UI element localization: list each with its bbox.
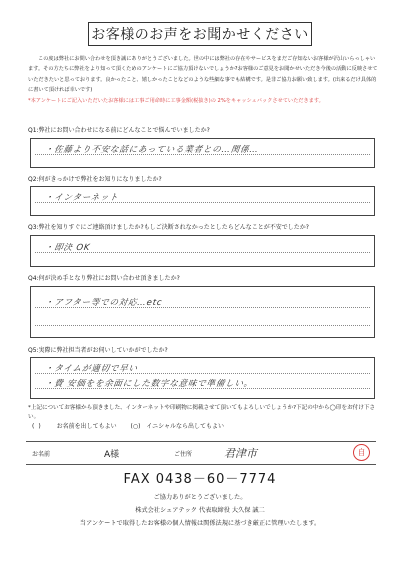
customer-info-row	[26, 441, 376, 465]
answer-line	[35, 325, 370, 326]
consent-option-initial-mark[interactable]: (○)	[130, 423, 141, 430]
answer-line	[35, 154, 370, 155]
survey-title: お客様のお声をお聞かせください	[88, 22, 312, 46]
answer-4-text: ・アフター等での対応…etc	[44, 298, 163, 308]
company-signature: 株式会社シェアテック 代表取締役 大久保 誠二	[135, 507, 265, 514]
fax-number: FAX 0438－60－7774	[123, 472, 277, 487]
answer-line	[35, 202, 370, 203]
thanks-text: ご協力ありがとうございました。	[153, 494, 247, 501]
answer-1-text: ・佐藤より不安な話にあっている業者との…関係…	[44, 145, 260, 155]
address-label: ご住所	[174, 451, 193, 458]
consent-option-initial-label: イニシャルなら出してもよい	[146, 423, 225, 430]
name-label: お名前	[32, 451, 51, 458]
answer-line	[35, 252, 370, 253]
address-value[interactable]: 君津市	[224, 447, 257, 460]
answer-2-text: ・インターネット	[44, 193, 120, 203]
answer-5-text-line1: ・タイムが適切で早い	[44, 364, 139, 374]
name-value[interactable]: A様	[104, 450, 120, 460]
answer-box-3[interactable]	[30, 235, 375, 267]
answer-line	[35, 388, 370, 389]
question-1-label: Q1:弊社にお問い合わせになる前にどんなことで悩んでいましたか?	[28, 127, 210, 134]
answer-box-2[interactable]	[30, 186, 375, 216]
consent-option-name-mark[interactable]: (	[32, 423, 35, 430]
answer-box-5[interactable]	[30, 357, 375, 399]
answer-box-4[interactable]	[30, 286, 375, 338]
privacy-notice: 当アンケートで取得したお客様の個人情報は関係法規に基づき厳正に管理いたします。	[79, 520, 321, 527]
question-5-label: Q5:実際に弊社担当者がお伺いしていかがでしたか?	[28, 347, 168, 354]
answer-3-text: ・即決 OK	[44, 243, 91, 253]
cashback-note: *本アンケートにご記入いただいたお客様には工事ご用命時に工事金額(税抜き)の 2%をキャッシュバックさせていただきます。	[28, 97, 324, 104]
answer-line	[35, 373, 370, 374]
consent-option-name-mark-close: )	[38, 423, 41, 430]
intro-text	[28, 54, 378, 106]
consent-choices	[32, 421, 228, 430]
publication-consent-notice: *上記についてお客様から頂きました、インターネットや印刷物に掲載させて頂いてもよろしいでしょうか?下記の中から◯印をお付け下さい。	[28, 405, 376, 420]
question-2-label: Q2:何がきっかけで弊社をお知りになりましたか?	[28, 176, 162, 183]
question-3-label: Q3:弊社を知りすぐにご連絡頂けましたか?もしご決断されなかったとしたらどんなことが不安でしたか?	[28, 224, 309, 231]
answer-5-text-line2: ・費 安価をを余面にした数字な意味で準備しい。	[44, 379, 254, 389]
consent-option-name-label: お名前を出してもよい	[56, 423, 117, 430]
intro-body: この度は弊社にお問い合わせを頂き誠にありがとうございました。世の中には弊社の存在やサービスをまだご存知ないお客様が沢山いらっしゃいます。その方たちに弊社をより知って頂くためのアンケートにご協力頂けないでしょうか?お客様のご意見をお聞かせいただき今後の活動に反映させていただきたいと思っております。良かったこと、嬉しかったことなどのような些細な事でも結構です。是非ご協力お願い致します。(出来るだけ具体的に書いて頂ければ幸いです)	[28, 56, 378, 94]
question-4-label: Q4:何が決め手となり弊社にお問い合わせ頂きましたか?	[28, 275, 180, 282]
answer-box-1[interactable]	[30, 138, 375, 168]
answer-line	[35, 307, 370, 308]
seal-stamp: 自	[353, 444, 370, 461]
